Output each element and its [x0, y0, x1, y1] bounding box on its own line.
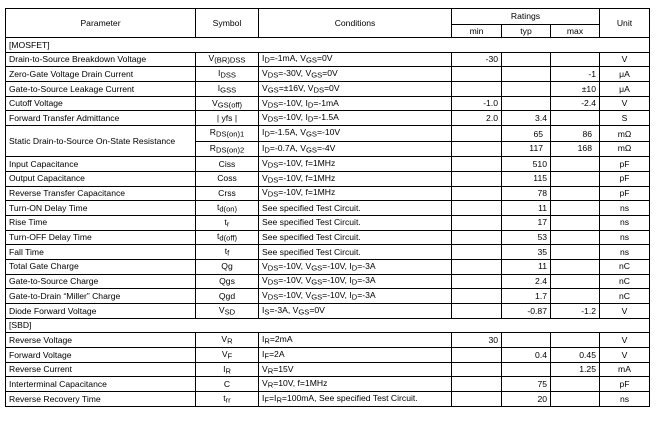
parameter-cell: Gate-to-Drain “Miller” Charge: [6, 289, 196, 304]
table-row: [6, 186, 650, 201]
table-body: [6, 38, 650, 407]
typ-cell: 2.4: [502, 274, 551, 289]
min-cell: [452, 392, 502, 407]
parameter-cell: Reverse Transfer Capacitance: [6, 186, 196, 201]
unit-cell: pF: [600, 186, 650, 201]
symbol-cell: IR: [196, 362, 259, 377]
conditions-cell: VDS=-10V, VGS=-10V, ID=-3A: [259, 274, 452, 289]
unit-cell: pF: [600, 171, 650, 186]
conditions-cell: IS=-3A, VGS=0V: [259, 304, 452, 319]
unit-cell: nC: [600, 259, 650, 274]
table-row: [6, 157, 650, 172]
min-cell: [452, 186, 502, 201]
symbol-cell: Qg: [196, 259, 259, 274]
table-row: [6, 304, 650, 319]
max-cell: [551, 333, 600, 348]
conditions-cell: IR=2mA: [259, 333, 452, 348]
conditions-cell: See specified Test Circuit.: [259, 245, 452, 260]
parameter-cell: Reverse Voltage: [6, 333, 196, 348]
typ-cell: 35: [502, 245, 551, 260]
max-cell: [551, 52, 600, 67]
max-cell: [551, 245, 600, 260]
symbol-cell: VGS(off): [196, 96, 259, 111]
header-typ: typ: [502, 25, 551, 38]
min-cell: [452, 274, 502, 289]
table-row: [6, 245, 650, 260]
parameter-cell: Diode Forward Voltage: [6, 304, 196, 319]
conditions-cell: VDS=-10V, f=1MHz: [259, 157, 452, 172]
table-row: [6, 392, 650, 407]
symbol-cell: trr: [196, 392, 259, 407]
min-cell: [452, 304, 502, 319]
max-cell: [551, 215, 600, 230]
parameter-cell: Turn-ON Delay Time: [6, 201, 196, 216]
typ-cell: [502, 52, 551, 67]
typ-cell: 1.7: [502, 289, 551, 304]
table-row: [6, 333, 650, 348]
conditions-cell: VDS=-30V, VGS=0V: [259, 67, 452, 82]
header-symbol: Symbol: [196, 9, 259, 38]
unit-cell: μA: [600, 67, 650, 82]
symbol-cell: VR: [196, 333, 259, 348]
unit-cell: nC: [600, 274, 650, 289]
min-cell: [452, 201, 502, 216]
parameter-cell: Fall Time: [6, 245, 196, 260]
symbol-cell-line-2: RDS(on)2: [209, 142, 245, 155]
unit-cell: pF: [600, 157, 650, 172]
typ-cell: 20: [502, 392, 551, 407]
min-cell: 2.0: [452, 111, 502, 126]
symbol-cell-line-1: RDS(on)1: [196, 126, 258, 142]
min-cell: [452, 362, 502, 377]
typ-cell: [502, 96, 551, 111]
parameter-cell: Forward Voltage: [6, 348, 196, 363]
unit-cell: pF: [600, 377, 650, 392]
typ-cell: [502, 126, 551, 157]
symbol-cell: td(on): [196, 201, 259, 216]
symbol-cell: VSD: [196, 304, 259, 319]
max-cell: [551, 126, 600, 157]
max-cell: [551, 157, 600, 172]
symbol-cell: td(off): [196, 230, 259, 245]
parameter-cell: Drain-to-Source Breakdown Voltage: [6, 52, 196, 67]
table-row: [6, 362, 650, 377]
header-parameter: Parameter: [6, 9, 196, 38]
max-cell: -1.2: [551, 304, 600, 319]
max-cell: [551, 186, 600, 201]
max-cell: [551, 230, 600, 245]
max-cell: [551, 392, 600, 407]
parameter-cell: Input Capacitance: [6, 157, 196, 172]
unit-cell: ns: [600, 230, 650, 245]
unit-cell: V: [600, 304, 650, 319]
min-cell: [452, 171, 502, 186]
unit-cell: V: [600, 52, 650, 67]
min-cell: [452, 348, 502, 363]
unit-cell: ns: [600, 201, 650, 216]
symbol-cell: [196, 126, 259, 157]
symbol-cell: Qgs: [196, 274, 259, 289]
table-row: [6, 274, 650, 289]
typ-cell-line-1: 65: [502, 128, 550, 142]
parameter-cell: Gate-to-Source Leakage Current: [6, 82, 196, 97]
typ-cell: 78: [502, 186, 551, 201]
table-row: [6, 259, 650, 274]
max-cell: [551, 289, 600, 304]
table-row: [6, 82, 650, 97]
typ-cell: 11: [502, 259, 551, 274]
unit-cell-line-1: mΩ: [600, 128, 649, 142]
typ-cell-line-2: 117: [529, 142, 543, 153]
parameter-cell: Static Drain-to-Source On-State Resistance: [6, 126, 196, 157]
unit-cell: S: [600, 111, 650, 126]
typ-cell: 510: [502, 157, 551, 172]
conditions-cell: VGS=±16V, VDS=0V: [259, 82, 452, 97]
symbol-cell: V(BR)DSS: [196, 52, 259, 67]
max-cell: -1: [551, 67, 600, 82]
typ-cell: 0.4: [502, 348, 551, 363]
typ-cell: [502, 362, 551, 377]
unit-cell: [600, 126, 650, 157]
section-row: [6, 38, 650, 53]
conditions-cell: VDS=-10V, VGS=-10V, ID=-3A: [259, 289, 452, 304]
conditions-cell-line-2: ID=-0.7A, VGS=-4V: [262, 142, 336, 155]
table-row: [6, 52, 650, 67]
symbol-cell: C: [196, 377, 259, 392]
symbol-cell: IGSS: [196, 82, 259, 97]
symbol-cell: | yfs |: [196, 111, 259, 126]
parameter-cell: Reverse Current: [6, 362, 196, 377]
conditions-cell: VR=15V: [259, 362, 452, 377]
typ-cell: 115: [502, 171, 551, 186]
unit-cell: ns: [600, 245, 650, 260]
table-row: [6, 215, 650, 230]
header-conditions: Conditions: [259, 9, 452, 38]
conditions-cell: VDS=-10V, ID=-1.5A: [259, 111, 452, 126]
header-unit: Unit: [600, 9, 650, 38]
min-cell: [452, 67, 502, 82]
symbol-cell: VF: [196, 348, 259, 363]
table-row: [6, 67, 650, 82]
unit-cell: nC: [600, 289, 650, 304]
specifications-table: [5, 8, 650, 407]
unit-cell: V: [600, 348, 650, 363]
conditions-cell: See specified Test Circuit.: [259, 201, 452, 216]
unit-cell: mA: [600, 362, 650, 377]
max-cell-line-1: 86: [551, 128, 599, 142]
table-row: [6, 96, 650, 111]
max-cell-line-2: 168: [577, 142, 592, 153]
min-cell: [452, 377, 502, 392]
typ-cell: 53: [502, 230, 551, 245]
table-row: [6, 126, 650, 157]
typ-cell: -0.87: [502, 304, 551, 319]
conditions-cell-line-1: ID=-1.5A, VGS=-10V: [259, 126, 451, 142]
typ-cell: [502, 333, 551, 348]
conditions-cell: ID=-1mA, VGS=0V: [259, 52, 452, 67]
header-ratings: Ratings: [452, 9, 600, 25]
conditions-cell: VDS=-10V, VGS=-10V, ID=-3A: [259, 259, 452, 274]
min-cell: [452, 245, 502, 260]
conditions-cell: IF=2A: [259, 348, 452, 363]
symbol-cell: Ciss: [196, 157, 259, 172]
unit-cell: ns: [600, 215, 650, 230]
parameter-cell: Turn-OFF Delay Time: [6, 230, 196, 245]
min-cell: [452, 289, 502, 304]
parameter-cell: Reverse Recovery Time: [6, 392, 196, 407]
conditions-cell: See specified Test Circuit.: [259, 230, 452, 245]
conditions-cell: IF=IR=100mA, See specified Test Circuit.: [259, 392, 452, 407]
min-cell: -1.0: [452, 96, 502, 111]
max-cell: [551, 259, 600, 274]
table-row: [6, 289, 650, 304]
unit-cell: V: [600, 96, 650, 111]
typ-cell: 17: [502, 215, 551, 230]
max-cell: [551, 111, 600, 126]
conditions-cell: VDS=-10V, f=1MHz: [259, 171, 452, 186]
header-max: max: [551, 25, 600, 38]
conditions-cell: VR=10V, f=1MHz: [259, 377, 452, 392]
max-cell: 1.25: [551, 362, 600, 377]
max-cell: [551, 171, 600, 186]
unit-cell: V: [600, 333, 650, 348]
min-cell: -30: [452, 52, 502, 67]
max-cell: 0.45: [551, 348, 600, 363]
header-min: min: [452, 25, 502, 38]
symbol-cell: Qgd: [196, 289, 259, 304]
parameter-cell: Zero-Gate Voltage Drain Current: [6, 67, 196, 82]
symbol-cell: tr: [196, 215, 259, 230]
typ-cell: 11: [502, 201, 551, 216]
symbol-cell: IDSS: [196, 67, 259, 82]
min-cell: [452, 215, 502, 230]
conditions-cell: VDS=-10V, f=1MHz: [259, 186, 452, 201]
typ-cell: 75: [502, 377, 551, 392]
parameter-cell: Cutoff Voltage: [6, 96, 196, 111]
min-cell: [452, 82, 502, 97]
unit-cell: ns: [600, 392, 650, 407]
section-title: [SBD]: [6, 318, 650, 333]
parameter-cell: Gate-to-Source Charge: [6, 274, 196, 289]
min-cell: 30: [452, 333, 502, 348]
min-cell: [452, 230, 502, 245]
table-row: [6, 171, 650, 186]
table-row: [6, 377, 650, 392]
min-cell: [452, 126, 502, 157]
table-row: [6, 230, 650, 245]
min-cell: [452, 259, 502, 274]
min-cell: [452, 157, 502, 172]
symbol-cell: Crss: [196, 186, 259, 201]
typ-cell: 3.4: [502, 111, 551, 126]
parameter-cell: Interterminal Capacitance: [6, 377, 196, 392]
min-cell-line-1: [452, 141, 501, 142]
max-cell: [551, 274, 600, 289]
conditions-cell: See specified Test Circuit.: [259, 215, 452, 230]
table-row: [6, 111, 650, 126]
max-cell: ±10: [551, 82, 600, 97]
symbol-cell: Coss: [196, 171, 259, 186]
parameter-cell: Total Gate Charge: [6, 259, 196, 274]
unit-cell: μA: [600, 82, 650, 97]
section-title: [MOSFET]: [6, 38, 650, 53]
parameter-cell: Forward Transfer Admittance: [6, 111, 196, 126]
max-cell: [551, 377, 600, 392]
table-header: [6, 9, 650, 38]
symbol-cell: tf: [196, 245, 259, 260]
parameter-cell: Rise Time: [6, 215, 196, 230]
table-row: [6, 348, 650, 363]
typ-cell: [502, 82, 551, 97]
conditions-cell: [259, 126, 452, 157]
max-cell: [551, 201, 600, 216]
section-row: [6, 318, 650, 333]
parameter-cell: Output Capacitance: [6, 171, 196, 186]
conditions-cell: VDS=-10V, ID=-1mA: [259, 96, 452, 111]
table-row: [6, 201, 650, 216]
typ-cell: [502, 67, 551, 82]
unit-cell-line-2: mΩ: [617, 142, 632, 153]
max-cell: -2.4: [551, 96, 600, 111]
